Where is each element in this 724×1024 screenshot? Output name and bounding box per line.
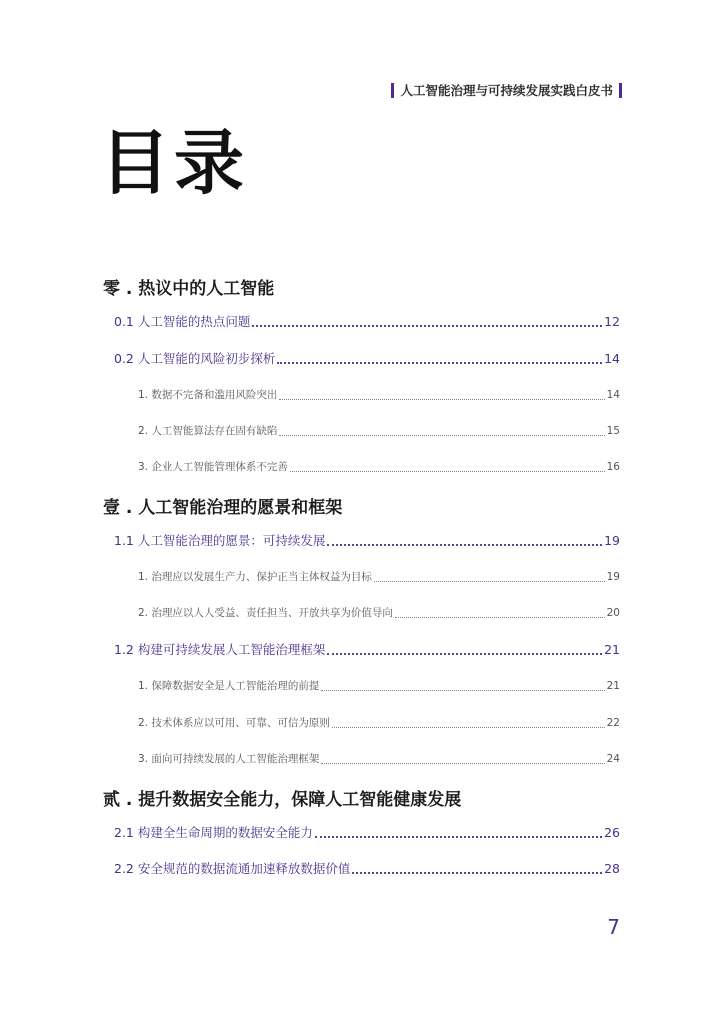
toc-entry-page: 19 xyxy=(604,533,620,548)
toc-entry-page: 12 xyxy=(604,314,620,329)
page-number: 7 xyxy=(607,915,620,939)
toc-entry-label: 1.1 人工智能治理的愿景：可持续发展 xyxy=(114,533,326,548)
toc-subsection-entry[interactable] xyxy=(138,715,620,731)
toc-dot-leader xyxy=(395,617,605,618)
toc-section-entry[interactable] xyxy=(114,314,620,330)
header-right-bar xyxy=(619,83,622,98)
toc-entry-page: 15 xyxy=(606,425,620,437)
toc-section-entry[interactable] xyxy=(114,642,620,658)
toc-section-entry[interactable] xyxy=(114,351,620,367)
toc-entry-page: 24 xyxy=(606,753,620,765)
toc-subsection-entry[interactable] xyxy=(138,569,620,585)
header-title: 人工智能治理与可持续发展实践白皮书 xyxy=(400,83,613,98)
toc-entry-page: 14 xyxy=(604,351,620,366)
toc-entry-label: 2. 人工智能算法存在固有缺陷 xyxy=(138,425,278,437)
toc-dot-leader xyxy=(252,325,602,327)
toc-entry-page: 26 xyxy=(604,825,620,840)
toc-entry-page: 16 xyxy=(606,461,620,473)
toc-dot-leader xyxy=(290,471,605,472)
toc-dot-leader xyxy=(332,727,605,728)
toc-dot-leader xyxy=(352,872,602,874)
toc-entry-page: 19 xyxy=(606,571,620,583)
toc-entry-label: 3. 面向可持续发展的人工智能治理框架 xyxy=(138,753,320,765)
toc-chapter-heading[interactable]: 零 . 热议中的人工智能 xyxy=(103,279,275,299)
toc-dot-leader xyxy=(321,690,604,691)
toc-dot-leader xyxy=(277,362,602,364)
toc-subsection-entry[interactable] xyxy=(138,459,620,475)
toc-entry-label: 0.2 人工智能的风险初步探析 xyxy=(114,351,276,366)
toc-entry-label: 1. 保障数据安全是人工智能治理的前提 xyxy=(138,680,320,692)
toc-entry-page: 14 xyxy=(606,389,620,401)
toc-entry-label: 1. 数据不完备和滥用风险突出 xyxy=(138,389,278,401)
toc-chapter-heading[interactable]: 壹 . 人工智能治理的愿景和框架 xyxy=(103,498,343,518)
toc-entry-label: 2. 治理应以人人受益、责任担当、开放共享为价值导向 xyxy=(138,607,393,619)
toc-subsection-entry[interactable] xyxy=(138,751,620,767)
toc-section-entry[interactable] xyxy=(114,533,620,549)
toc-entry-label: 3. 企业人工智能管理体系不完善 xyxy=(138,461,288,473)
toc-section-entry[interactable] xyxy=(114,825,620,841)
toc-dot-leader xyxy=(321,763,604,764)
toc-entry-page: 20 xyxy=(606,607,620,619)
toc-dot-leader xyxy=(327,544,602,546)
toc-entry-label: 2.2 安全规范的数据流通加速释放数据价值 xyxy=(114,861,351,876)
toc-dot-leader xyxy=(279,399,604,400)
toc-subsection-entry[interactable] xyxy=(138,423,620,439)
toc-entry-page: 21 xyxy=(606,680,620,692)
toc-entry-page: 28 xyxy=(604,861,620,876)
toc-dot-leader xyxy=(374,581,605,582)
running-header xyxy=(391,81,622,99)
toc-subsection-entry[interactable] xyxy=(138,387,620,403)
toc-entry-label: 0.1 人工智能的热点问题 xyxy=(114,314,251,329)
toc-entry-label: 1. 治理应以发展生产力、保护正当主体权益为目标 xyxy=(138,571,372,583)
toc-entry-page: 22 xyxy=(606,717,620,729)
toc-dot-leader xyxy=(327,653,602,655)
toc-entry-page: 21 xyxy=(604,642,620,657)
toc-subsection-entry[interactable] xyxy=(138,678,620,694)
toc-chapter-heading[interactable]: 贰 . 提升数据安全能力，保障人工智能健康发展 xyxy=(103,790,462,810)
toc-dot-leader xyxy=(279,435,604,436)
toc-subsection-entry[interactable] xyxy=(138,605,620,621)
toc-entry-label: 2.1 构建全生命周期的数据安全能力 xyxy=(114,825,313,840)
toc-dot-leader xyxy=(315,836,602,838)
toc-section-entry[interactable] xyxy=(114,861,620,877)
page-title: 目录 xyxy=(100,122,248,204)
toc-entry-label: 1.2 构建可持续发展人工智能治理框架 xyxy=(114,642,326,657)
toc-entry-label: 2. 技术体系应以可用、可靠、可信为原则 xyxy=(138,717,330,729)
